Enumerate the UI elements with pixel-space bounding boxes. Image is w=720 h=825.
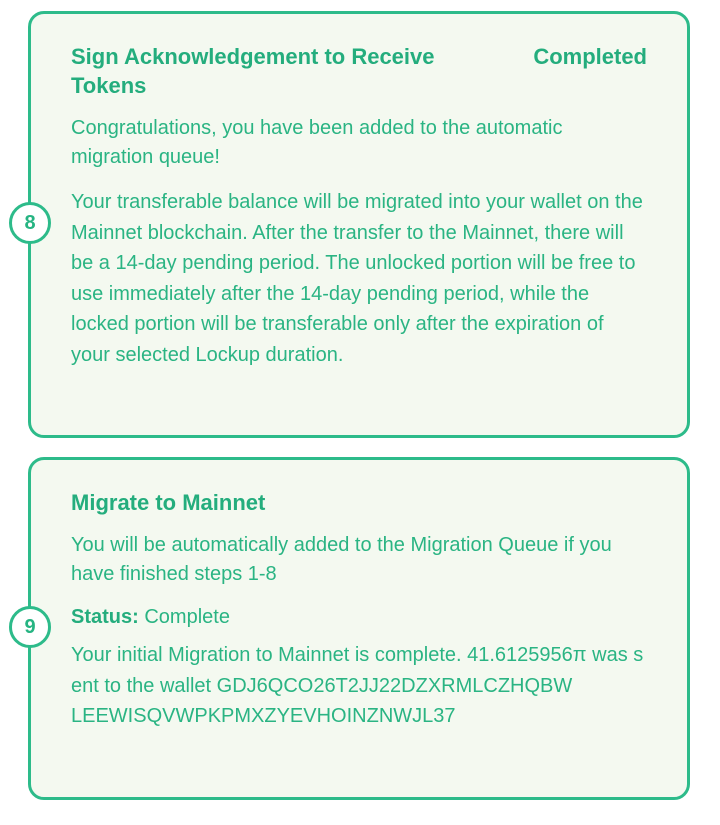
step-9-status-line bbox=[71, 603, 647, 632]
step-8-content bbox=[71, 42, 647, 370]
step-8-number-badge: 8 bbox=[9, 202, 51, 244]
step-9-wallet-address-tail: LEEWISQVWPKPMXZYEVHOINZNWJL37 bbox=[71, 705, 456, 727]
step-8-title: Sign Acknowledgement to Receive Tokens bbox=[71, 44, 435, 98]
step-9-header bbox=[71, 488, 647, 517]
step-9-content bbox=[71, 488, 647, 732]
step-9-status-label: Status: bbox=[71, 606, 139, 628]
step-8-description: Your transferable balance will be migrated into your wallet on the Mainnet blockchain. After the transfer to the Mainnet, there will be a 14-day pending period. The unlocked portion will be free to use immediately after the 14-day pending period, while the locked portion will be transferable only after the expiration of your selected Lockup duration. bbox=[71, 191, 643, 366]
step-9-card bbox=[28, 457, 690, 800]
step-9-result-line-1: Your initial Migration to Mainnet is complete. 41.6125956π was sent to the wallet GDJ6QCO26T2JJ22DZXRMLCZHQBW bbox=[71, 644, 644, 697]
step-9-title: Migrate to Mainnet bbox=[71, 490, 266, 515]
step-8-congrats-text: Congratulations, you have been added to the automatic migration queue! bbox=[71, 117, 563, 168]
step-9-result-text bbox=[71, 640, 647, 732]
step-8-card bbox=[28, 11, 690, 438]
step-8-header bbox=[71, 42, 647, 100]
step-8-status: Completed bbox=[533, 44, 647, 69]
step-9-status-value: Complete bbox=[144, 606, 230, 628]
step-9-number-badge: 9 bbox=[9, 606, 51, 648]
step-9-description: You will be automatically added to the Migration Queue if you have finished steps 1-8 bbox=[71, 534, 612, 585]
